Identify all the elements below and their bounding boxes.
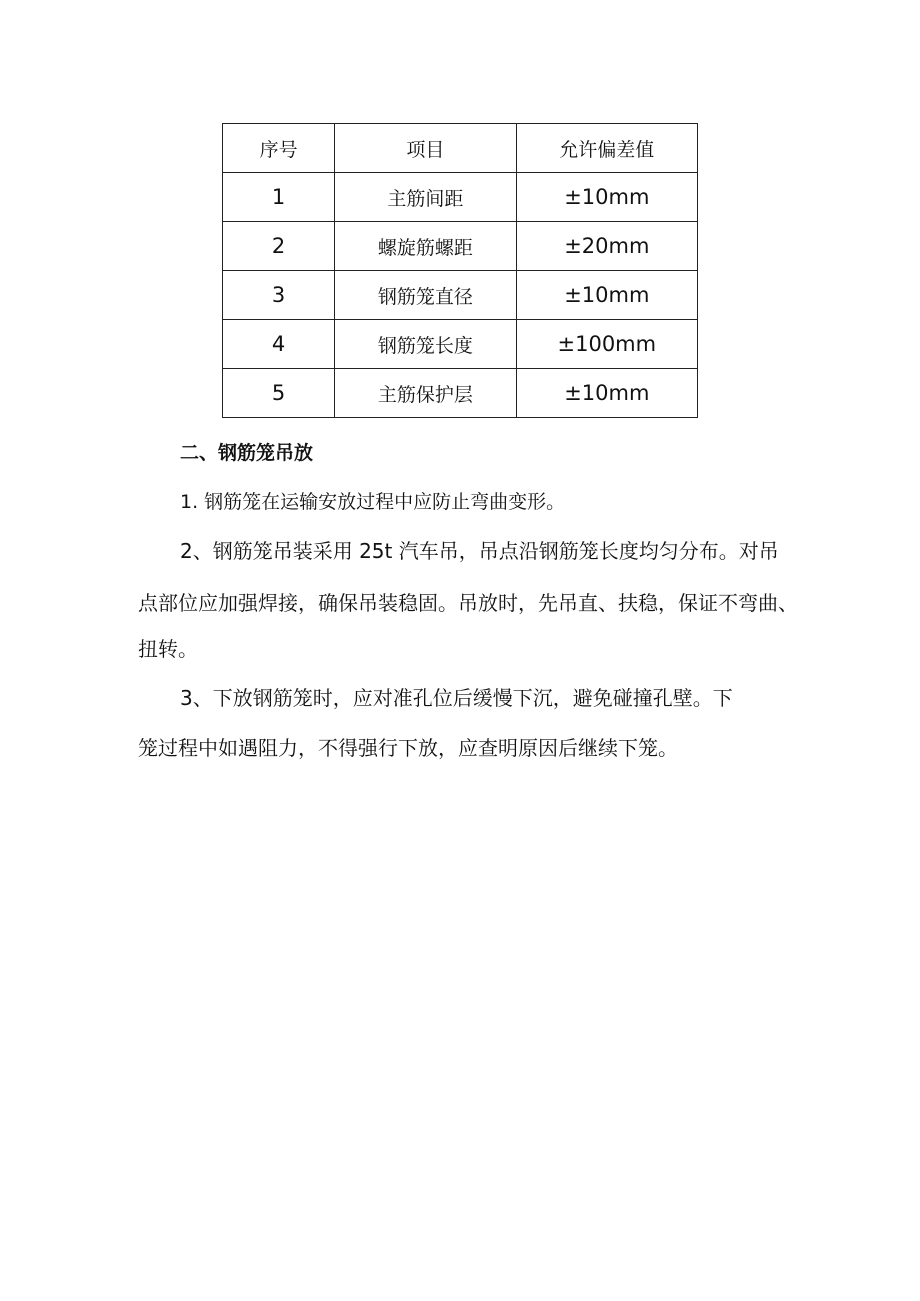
row-item: 钢筋笼直径	[335, 271, 516, 320]
paragraph-3-line-2: 笼过程中如遇阻力，不得强行下放，应查明原因后继续下笼。	[138, 736, 678, 760]
header-value: 允许偏差值	[516, 124, 697, 173]
table-row	[223, 271, 698, 320]
row-value: ±100mm	[516, 320, 697, 369]
row-value: ±20mm	[516, 222, 697, 271]
row-item: 钢筋笼长度	[335, 320, 516, 369]
row-value: ±10mm	[516, 369, 697, 418]
paragraph-2-line-3: 扭转。	[138, 637, 198, 661]
table-row	[223, 173, 698, 222]
row-no: 5	[223, 369, 335, 418]
header-no: 序号	[223, 124, 335, 173]
paragraph-1: 1. 钢筋笼在运输安放过程中应防止弯曲变形。	[180, 491, 566, 513]
row-item: 螺旋筋螺距	[335, 222, 516, 271]
row-item: 主筋间距	[335, 173, 516, 222]
table-row	[223, 369, 698, 418]
header-item: 项目	[335, 124, 516, 173]
paragraph-2-line-1: 2、钢筋笼吊装采用 25t 汽车吊，吊点沿钢筋笼长度均匀分布。对吊	[180, 539, 779, 563]
table-row	[223, 320, 698, 369]
section-heading: 二、钢筋笼吊放	[180, 442, 314, 464]
row-value: ±10mm	[516, 173, 697, 222]
row-no: 3	[223, 271, 335, 320]
row-value: ±10mm	[516, 271, 697, 320]
row-no: 1	[223, 173, 335, 222]
row-no: 4	[223, 320, 335, 369]
paragraph-3-line-1: 3、下放钢筋笼时，应对准孔位后缓慢下沉，避免碰撞孔壁。下	[180, 686, 733, 710]
tolerance-table	[222, 123, 698, 418]
row-item: 主筋保护层	[335, 369, 516, 418]
table-header-row	[223, 124, 698, 173]
paragraph-2-line-2: 点部位应加强焊接，确保吊装稳固。吊放时，先吊直、扶稳，保证不弯曲、	[138, 591, 798, 615]
table-row	[223, 222, 698, 271]
row-no: 2	[223, 222, 335, 271]
